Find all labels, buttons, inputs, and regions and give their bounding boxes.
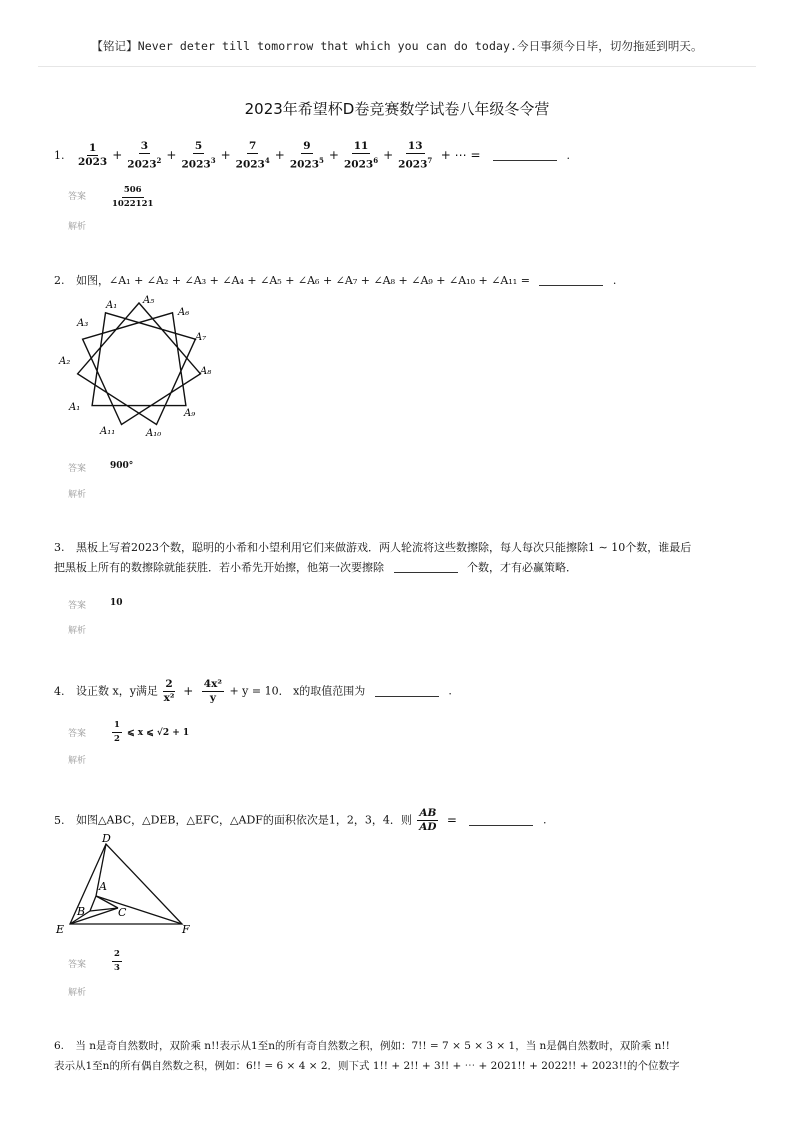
q6-line1: 当 n是奇自然数时，双阶乘 n!!表示从1至n的所有奇自然数之积，例如：7!! = 7 × 5 × 3 × 1，当 n是偶自然数时，双阶乘 n!! <box>75 1040 670 1052</box>
q4-answer-rest: ⩽ x ⩽ √2 + 1 <box>127 728 190 738</box>
q4-frac2-num: 4x² <box>203 678 222 690</box>
header-divider <box>38 66 756 67</box>
q1-analysis-label: 解析 <box>68 222 87 232</box>
q1-plus: + <box>274 147 285 162</box>
q1-period: . <box>566 148 571 162</box>
q4-answer-num: 1 <box>112 719 122 733</box>
label-a10: A₁₀ <box>146 428 162 439</box>
q1-answer-value <box>110 184 155 211</box>
header-motto: 【铭记】Never deter till tomorrow that which you can do today.今日事须今日毕，切勿拖延到明天。 <box>91 39 703 53</box>
q4-frac1-num: 2 <box>165 678 173 690</box>
q3-line1: 黑板上写着2023个数，聪明的小希和小望利用它们来做游戏．两人轮流将这些数擦除，每人每次只能擦除1 ∼ 10个数，谁最后 <box>76 541 692 554</box>
q1-tail: + ⋯ = <box>440 147 481 162</box>
q1-fraction-num: 3 <box>140 140 148 152</box>
q4-answer-den: 2 <box>114 734 120 744</box>
q5-analysis-label: 解析 <box>68 988 87 998</box>
label-a11: A₁₁ <box>100 426 116 437</box>
q1-fraction <box>127 140 161 172</box>
q1-plus: + <box>328 147 339 162</box>
q5-answer-blank[interactable] <box>469 814 533 826</box>
q5-answer-label: 答案 <box>68 960 87 970</box>
q1-plus: + <box>220 147 231 162</box>
q1-answer-den: 1022121 <box>112 199 154 209</box>
question-4 <box>54 678 452 705</box>
q1-fraction-den: 2023$^4$ <box>235 156 270 171</box>
q4-answer-blank[interactable] <box>375 685 439 697</box>
label-c: C <box>118 906 127 919</box>
q2-answer-value: 900° <box>110 461 134 471</box>
q1-fraction-num: 9 <box>303 140 311 152</box>
question-1 <box>54 140 570 172</box>
q4-answer-label: 答案 <box>68 729 87 739</box>
label-a9: A₉ <box>184 408 196 419</box>
star-polygon <box>78 303 201 425</box>
q2-period: . <box>612 274 617 287</box>
q1-plus: + <box>166 147 177 162</box>
q3-answer-label: 答案 <box>68 601 87 611</box>
q1-fraction-num: 13 <box>407 140 423 152</box>
label-a1-left: A₁ <box>69 402 81 413</box>
q1-fraction <box>290 140 324 172</box>
label-d: D <box>102 832 111 845</box>
q5-answer-den: 3 <box>114 963 120 973</box>
q1-fraction-den: 2023$^7$ <box>398 156 433 171</box>
q1-fraction <box>78 142 107 169</box>
label-a2: A₂ <box>59 356 71 367</box>
q1-series <box>76 140 434 171</box>
q1-fraction-den: 2023$^2$ <box>127 156 162 171</box>
q3-answer-value: 10 <box>110 598 123 608</box>
q5-triangle-figure <box>54 830 204 940</box>
label-a5: A₅ <box>143 295 155 306</box>
segment-ab <box>90 896 96 911</box>
q1-fraction-num: 1 <box>88 142 97 155</box>
label-a3: A₃ <box>77 318 89 329</box>
q4-period: . <box>448 684 452 698</box>
label-a7: A₇ <box>195 332 207 343</box>
question-2 <box>54 271 616 291</box>
q1-answer-blank[interactable] <box>493 149 557 161</box>
question-6-line2 <box>54 1056 680 1076</box>
label-a8: A₈ <box>200 366 212 377</box>
q2-analysis-label: 解析 <box>68 490 87 500</box>
q1-fraction-den: 2023$^3$ <box>181 156 216 171</box>
q5-period: . <box>542 813 547 827</box>
q2-answer-blank[interactable] <box>539 274 603 286</box>
question-number: 2. <box>54 274 65 287</box>
q1-fraction <box>344 140 378 172</box>
label-e: E <box>56 923 65 936</box>
q2-star-figure <box>54 290 224 440</box>
q5-equals: = <box>446 812 457 827</box>
q2-text: 如图，∠A₁ + ∠A₂ + ∠A₃ + ∠A₄ + ∠A₅ + ∠A₆ + ∠A₇ + ∠A₈ + ∠A₉ + ∠A₁₀ + ∠A₁₁ = <box>76 274 530 287</box>
page-title: 2023年希望杯D卷竞赛数学试卷八年级冬令营 <box>244 100 550 118</box>
q4-answer-value <box>110 719 189 746</box>
label-a6: A₆ <box>178 307 190 318</box>
q3-line2a: 把黑板上所有的数擦除就能获胜．若小希先开始擦，他第一次要擦除 <box>54 561 384 574</box>
q1-fraction-num: 11 <box>353 140 369 152</box>
q4-post: + y = 10． x的取值范围为 <box>229 684 366 698</box>
q1-fraction <box>236 140 270 172</box>
question-6 <box>54 1036 670 1056</box>
label-a1-top: A₁ <box>106 300 118 311</box>
question-number: 5. <box>54 813 65 827</box>
q5-answer-num: 2 <box>112 948 122 962</box>
q5-pre: 如图△ABC，△DEB，△EFC，△ADF的面积依次是1，2，3，4．则 <box>76 813 412 827</box>
q4-frac1-den: x² <box>163 692 175 704</box>
q5-answer-value <box>110 948 124 975</box>
question-number: 3. <box>54 541 65 554</box>
q1-fraction <box>398 140 432 172</box>
q1-plus: + <box>383 147 394 162</box>
q1-fraction-den: 2023 <box>78 156 108 169</box>
q5-frac-num: AB <box>419 807 437 819</box>
question-number: 6. <box>54 1040 65 1052</box>
q3-analysis-label: 解析 <box>68 626 87 636</box>
q1-fraction-den: 2023$^5$ <box>289 156 324 171</box>
q1-fraction-den: 2023$^6$ <box>343 156 379 171</box>
q1-fraction-num: 7 <box>249 140 257 152</box>
q4-analysis-label: 解析 <box>68 756 87 766</box>
q1-fraction <box>181 140 215 172</box>
question-3 <box>54 538 691 558</box>
question-3-line2 <box>54 558 577 578</box>
q6-line2: 表示从1至n的所有偶自然数之积，例如：6!! = 6 × 4 × 2．则下式 1!! + 2!! + 3!! + ⋯ + 2021!! + 2022!! + 2023!!的个位数字 <box>54 1060 680 1072</box>
question-number: 4. <box>54 684 65 698</box>
q4-pre: 设正数 x，y满足 <box>76 684 158 698</box>
question-number: 1. <box>54 148 65 162</box>
q1-answer-label: 答案 <box>68 192 87 202</box>
label-f: F <box>182 923 190 936</box>
q2-answer-label: 答案 <box>68 464 87 474</box>
q3-answer-blank[interactable] <box>394 561 458 573</box>
q1-answer-num: 506 <box>122 184 144 198</box>
q1-plus: + <box>112 147 123 162</box>
q3-line2b: 个数，才有必赢策略． <box>467 561 577 574</box>
q4-frac2-den: y <box>209 692 216 704</box>
q4-plus: + <box>183 683 194 698</box>
label-b: B <box>77 905 86 918</box>
label-a: A <box>99 880 107 893</box>
q5-frac-den: AD <box>419 821 437 833</box>
q1-fraction-num: 5 <box>194 140 203 152</box>
